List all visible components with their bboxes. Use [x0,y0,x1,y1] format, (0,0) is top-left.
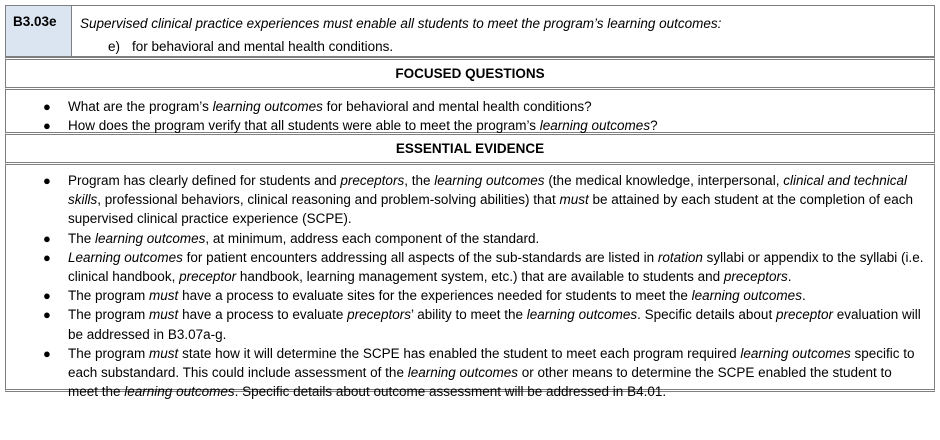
essential-evidence-heading: ESSENTIAL EVIDENCE [5,132,935,165]
essential-evidence-section [5,165,935,400]
list-item: ● The program must have a process to evaluate sites for the experiences needed for students to meet the learning outcomes. [16,286,924,305]
bullet-icon: ● [43,249,51,265]
standard-substandard [80,37,934,56]
list-item: ● What are the program’s learning outcomes for behavioral and mental health conditions? [16,97,924,116]
focused-questions-heading: FOCUSED QUESTIONS [5,57,935,90]
standard-header-table [5,5,935,57]
focused-questions-section [5,90,935,132]
list-item: ● How does the program verify that all students were able to meet the program’s learning outcomes? [16,116,924,135]
standard-document [5,5,935,400]
standard-code: B3.03e [6,6,72,57]
list-item: ● The learning outcomes, at minimum, address each component of the standard. [16,229,924,248]
essential-evidence-list [16,171,924,401]
focused-questions-list [16,97,924,135]
bullet-icon: ● [43,307,51,323]
list-item: ● Learning outcomes for patient encounters addressing all aspects of the sub-standards are listed in rotation syllabi or appendix to the syllabi (i.e. clinical handbook, preceptor handbook, learning management system, etc.) that are available to students and preceptors. [43,249,924,285]
list-item: ● The program must have a process to evaluate preceptors’ ability to meet the learning outcomes. Specific details about preceptor evaluation will be addressed in B3.07a-g. [43,307,921,342]
bullet-icon: ● [43,288,51,304]
list-item: ● Program has clearly defined for students and preceptors, the learning outcomes (the medical knowledge, interpersonal, clinical and technical skills, professional behaviors, clinical reasoning and problem-solving abilities) that must be attained by each student at the completion of each supervised clinical practice experience (SCPE). [43,173,913,227]
bullet-icon: ● [43,99,51,114]
standard-text-cell [72,6,935,57]
substandard-label: e) [108,39,121,54]
substandard-text: for behavioral and mental health conditions. [132,39,394,54]
bullet-icon: ● [43,345,51,361]
bullet-icon: ● [43,173,51,188]
standard-statement: Supervised clinical practice experiences must enable all students to meet the program’s learning outcomes: [80,16,722,31]
bullet-icon: ● [43,230,51,246]
bullet-icon: ● [43,118,51,134]
list-item: ● The program must state how it will determine the SCPE has enabled the student to meet each program required learning outcomes specific to each substandard. This could include assessment of the learning outcomes or other means to determine the SCPE enabled the student to meet the learning outcomes. Specific details about outcome assessment will be addressed in B4.01. [43,345,915,400]
